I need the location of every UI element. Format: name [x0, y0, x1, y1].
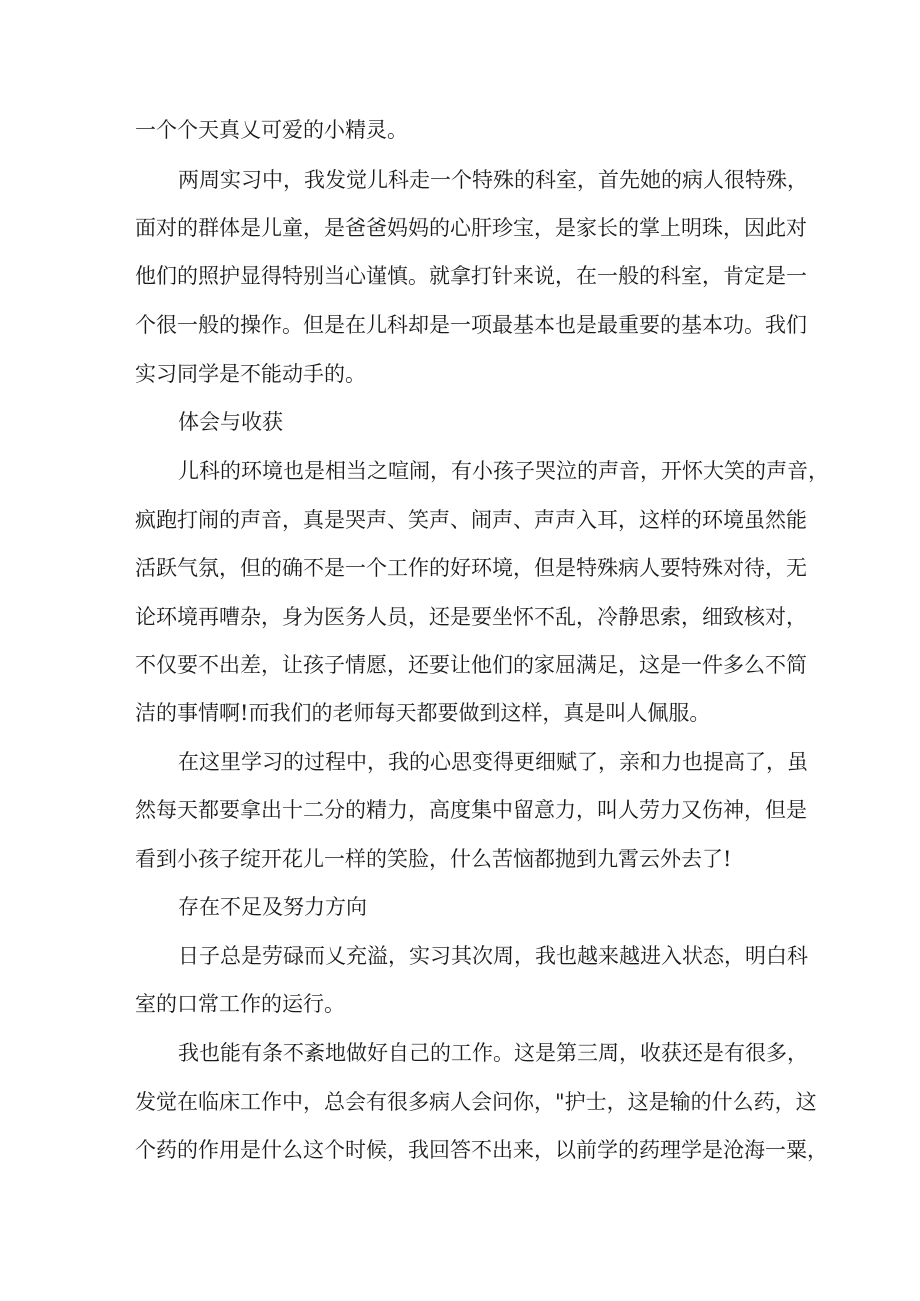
section-heading: 体会与收获 — [178, 410, 283, 434]
text-line: 活跃气氛，但的确不是一个工作的好环境，但是特殊病人要特殊对待，无 — [135, 556, 807, 580]
text-line: 发觉在临床工作中，总会有很多病人会问你，"护士，这是输的什么药，这 — [135, 1090, 817, 1114]
text-line: 他们的照护显得特别当心谨慎。就拿打针来说，在一般的科室，肯定是一 — [135, 264, 807, 288]
text-line: 不仅要不出差，让孩子情愿，还要让他们的家屈满足，这是一件多么不简 — [135, 653, 807, 677]
text-line: 日子总是劳碌而乂充溢，实习其次周，我也越来越进入状态，明白科 — [178, 944, 808, 968]
text-line: 一个个天真乂可爱的小精灵。 — [135, 118, 408, 142]
text-line: 疯跑打闹的声音，真是哭声、笑声、闹声、声声入耳，这样的环境虽然能 — [135, 508, 807, 532]
text-line: 个药的作用是什么这个时候，我回答不出来，以前学的药理学是沧海一粟， — [135, 1138, 828, 1162]
text-line: 儿科的环境也是相当之喧闹，有小孩子哭泣的声音，开怀大笑的声音， — [178, 459, 829, 483]
text-line: 论环境再嘈杂，身为医务人员，还是要坐怀不乱，冷静思索，细致核对， — [135, 605, 807, 629]
text-line: 看到小孩子绽开花儿一样的笑脸，什么苦恼都抛到九霄云外去了! — [135, 847, 732, 871]
text-line: 洁的事情啊!而我们的老师每天都要做到这样，真是叫人佩服。 — [135, 701, 711, 725]
text-line: 在这里学习的过程中，我的心思变得更细赋了，亲和力也提高了，虽 — [178, 750, 808, 774]
text-line: 两周实习中，我发觉儿科走一个特殊的科室，首先她的病人很特殊， — [178, 168, 808, 192]
text-line: 实习同学是不能动手的。 — [135, 362, 366, 386]
text-line: 然每天都要拿出十二分的精力，高度集中留意力，叫人劳力又伤神，但是 — [135, 798, 807, 822]
text-line: 面对的群体是儿童，是爸爸妈妈的心肝珍宝，是家长的掌上明珠，因此对 — [135, 216, 807, 240]
text-line: 我也能有条不紊地做好自己的工作。这是第三周，收获还是有很多， — [178, 1041, 808, 1065]
text-line: 个很一般的操作。但是在儿科却是一项最基本也是最重要的基本功。我们 — [135, 313, 807, 337]
section-heading: 存在不足及努力方向 — [178, 895, 367, 919]
text-line: 室的口常工作的运行。 — [135, 992, 345, 1016]
